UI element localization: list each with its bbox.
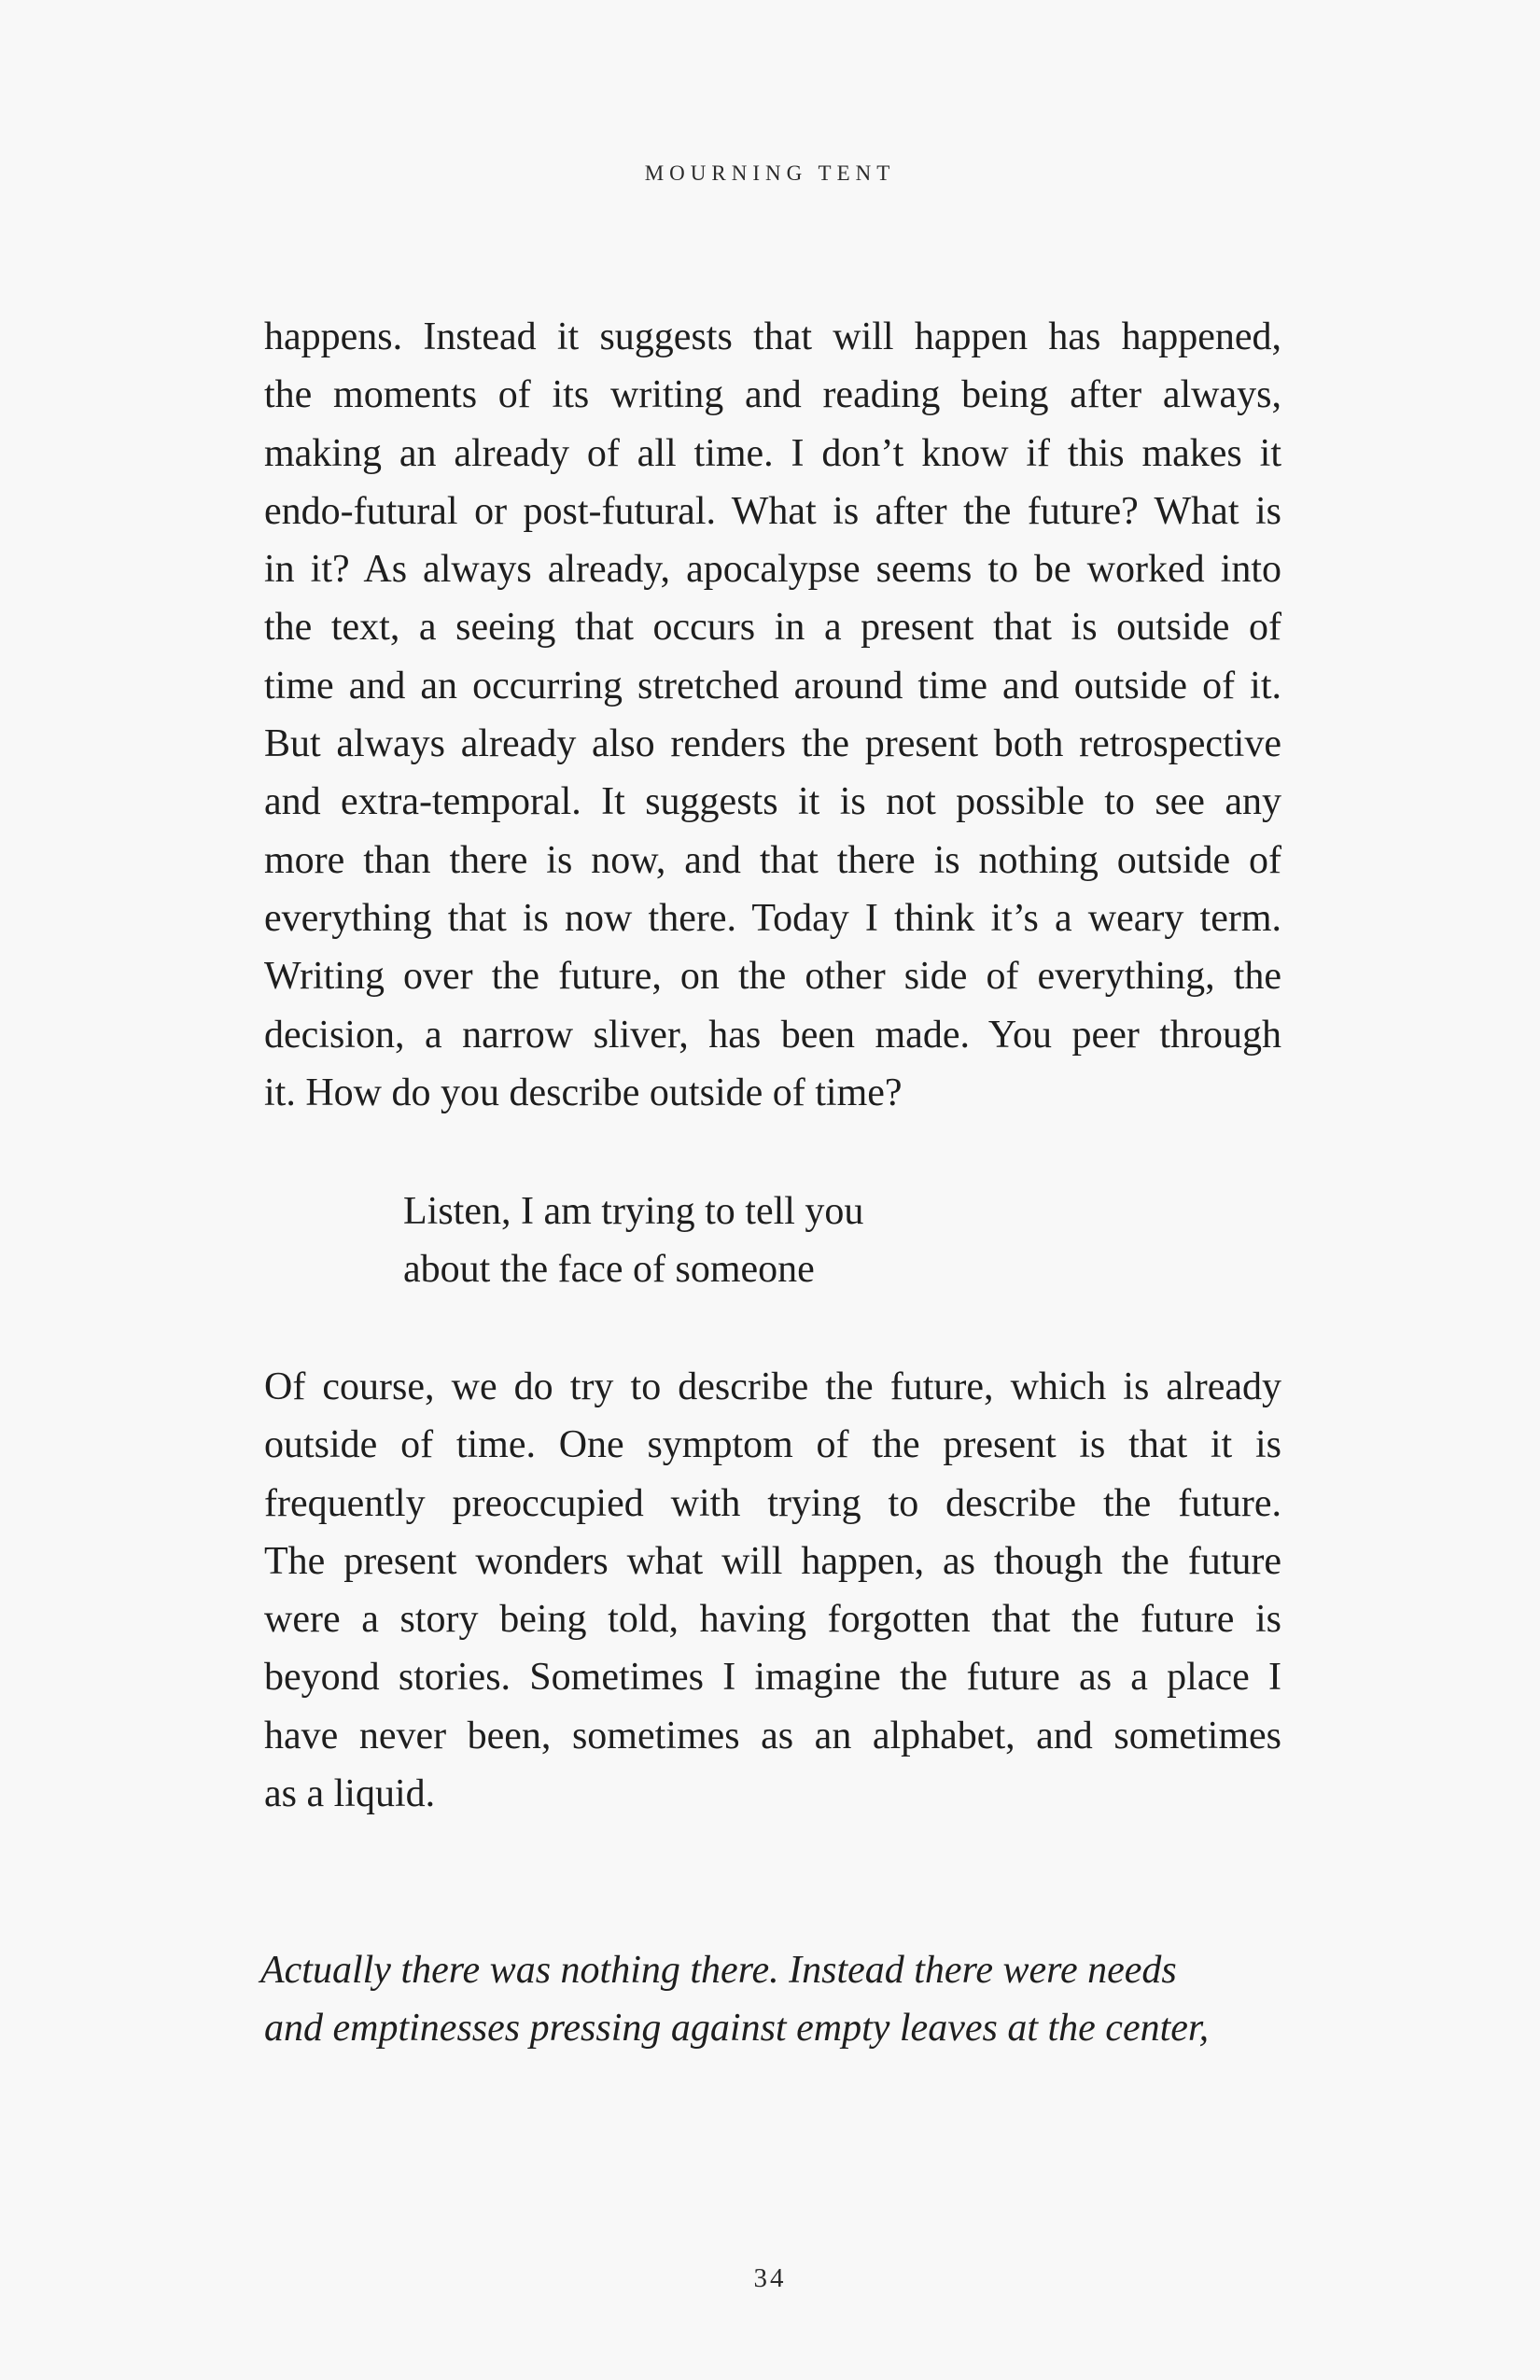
text-line: the moments of its writing and reading being after always, — [264, 373, 1281, 417]
text-line: it. How do you describe outside of time? — [264, 1071, 903, 1114]
text-line: Of course, we do try to describe the future, which is already — [264, 1365, 1281, 1408]
text-line: everything that is now there. Today I think it’s a weary term. — [264, 896, 1281, 940]
text-line: decision, a narrow sliver, has been made. You peer through — [264, 1013, 1281, 1057]
text-line: beyond stories. Sometimes I imagine the future as a place I — [264, 1656, 1281, 1700]
page-number: 34 — [753, 2263, 787, 2293]
text-line: outside of time. One symptom of the present is that it is — [264, 1423, 1281, 1467]
italic-line: Actually there was nothing there. Instead there were needs — [260, 1949, 1177, 1992]
text-line: endo-futural or post-futural. What is after the future? What is — [264, 489, 1281, 533]
text-line: and extra-temporal. It suggests it is not possible to see any — [264, 780, 1281, 824]
text-line: frequently preoccupied with trying to describe the future. — [264, 1481, 1281, 1525]
verse-line: Listen, I am trying to tell you — [403, 1190, 864, 1233]
text-line: Writing over the future, on the other side of everything, the — [264, 955, 1281, 999]
italic-line: and emptinesses pressing against empty leaves at the center, — [264, 2007, 1210, 2051]
text-line: time and an occurring stretched around time and outside of it. — [264, 664, 1281, 707]
text-line: happens. Instead it suggests that will happen has happened, — [264, 315, 1281, 358]
verse-line: about the face of someone — [403, 1248, 815, 1292]
text-line: But always already also renders the present both retrospective — [264, 722, 1281, 766]
body-paragraph-1 — [264, 308, 1281, 1122]
text-line: were a story being told, having forgotten that the future is — [264, 1598, 1281, 1642]
text-line: in it? As always already, apocalypse seems to be worked into — [264, 548, 1281, 592]
body-paragraph-2 — [264, 1358, 1281, 1823]
text-line: the text, a seeing that occurs in a present that is outside of — [264, 606, 1281, 650]
text-line: have never been, sometimes as an alphabet, and sometimes — [264, 1714, 1281, 1757]
text-line: more than there is now, and that there is nothing outside of — [264, 838, 1281, 882]
running-head-title: MOURNING TENT — [644, 161, 896, 185]
verse-quote — [403, 1183, 863, 1299]
text-line: making an already of all time. I don’t know if this makes it — [264, 431, 1281, 475]
text-line: The present wonders what will happen, as though the future — [264, 1539, 1281, 1583]
text-line: as a liquid. — [264, 1772, 436, 1816]
italic-passage — [260, 1941, 1240, 2058]
